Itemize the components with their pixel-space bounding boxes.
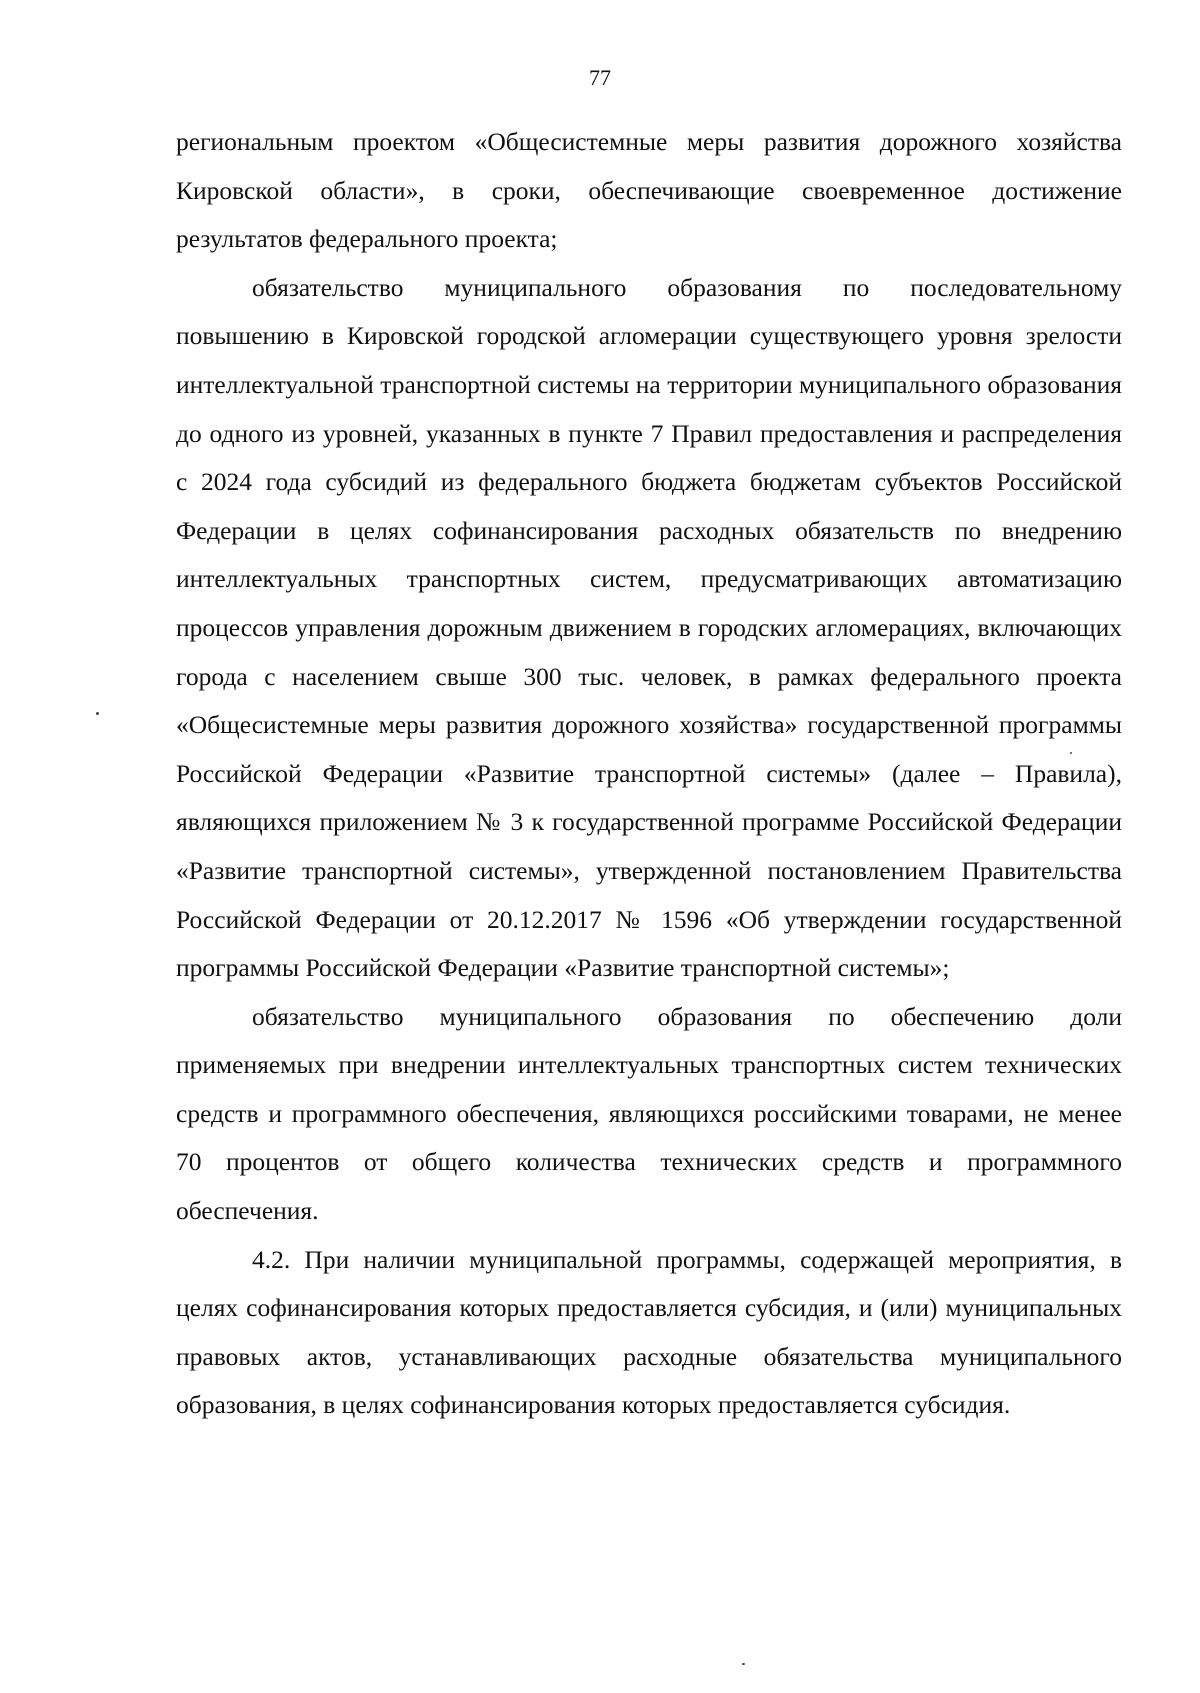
paragraph-its-maturity-obligation: обязательство муниципального образования по последовательному повышению в Кировской городской агломерации существующего уровня зрелости интеллектуальной транспортной системы на территории муниципального образования до одного из уровней, указанных в пункте 7 Правил предоставления и распределения с 2024 года субсидий из федерального бюджета бюджетам субъектов Российской Федерации в целях софинансирования расходных обязательств по внедрению интеллектуальных транспортных систем, предусматривающих автоматизацию процессов управления дорожным движением в городских агломерациях, включающих города с населением свыше 300 тыс. человек, в рамках федерального проекта «Общесистемные меры развития дорожного хозяйства» государственной программы Российской Федерации «Развитие транспортной системы» (далее – Правила), являющихся приложением № 3 к государственной программе Российской Федерации «Развитие транспортной системы», утвержденной постановлением Правительства Российской Федерации от 20.12.2017 № 1596 «Об утверждении государственной программы Российской Федерации «Развитие транспортной системы»; [176,272,1122,983]
document-body [176,118,1122,1430]
page-number: 77 [589,65,611,90]
scan-speck [96,712,99,715]
scan-speck [742,1663,745,1665]
paragraph-russian-goods-obligation: обязательство муниципального образования по обеспечению доли применяемых при внедрении интеллектуальных транспортных систем технических средств и программного обеспечения, являющихся российскими товарами, не менее 70 процентов от общего количества технических средств и программного обеспечения. [176,1001,1122,1226]
paragraph-regional-project: региональным проектом «Общесистемные меры развития дорожного хозяйства Кировской области», в сроки, обеспечивающие своевременное достижение результатов федерального проекта; [176,127,1122,254]
paragraph-section-4-2: 4.2. При наличии муниципальной программы, содержащей мероприятия, в целях софинансирования которых предоставляется субсидия, и (или) муниципальных правовых актов, устанавливающих расходные обязательства муниципального образования, в целях софинансирования которых предоставляется субсидия. [176,1244,1122,1420]
scan-speck [1070,752,1072,754]
